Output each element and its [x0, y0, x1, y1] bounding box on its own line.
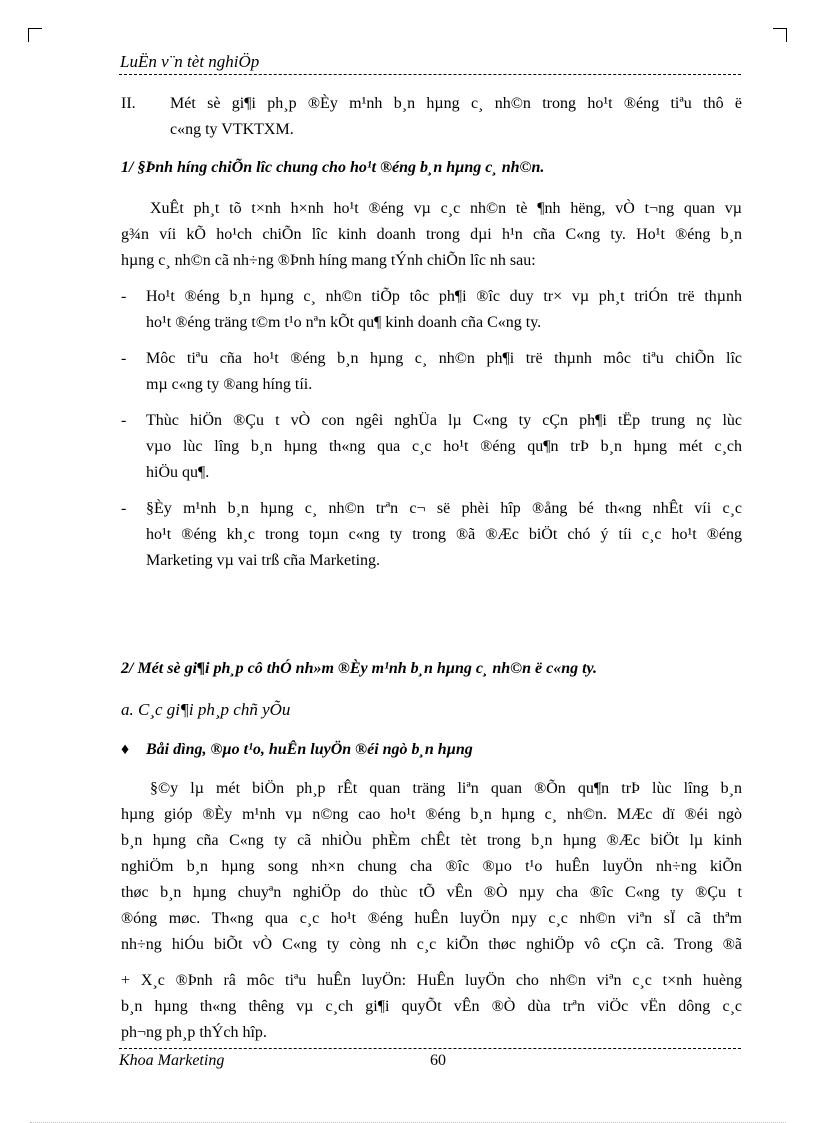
training-line-5: thøc b¸n hµng chuyªn nghiÖp do thùc tÕ vÊn ®Ò nµy cha ®îc C«ng ty ®Çu t: [121, 884, 742, 901]
intro-line-2: g¾n víi kÕ ho¹ch chiÕn lîc kinh doanh trong dµi h¹n cña C«ng ty. Ho¹t ®éng b¸n: [121, 226, 742, 243]
crop-mark-top-left-v: [28, 28, 29, 42]
bullet-1-line-2: ho¹t ®éng träng t©m t¹o nªn kÕt qu¶ kinh doanh cña C«ng ty.: [146, 314, 542, 331]
header-title: LuËn v¨n tèt nghiÖp: [120, 52, 260, 71]
bullet-dash: -: [121, 350, 127, 367]
intro-line-3: hµng c¸ nh©n cã nh÷ng ®Þnh híng mang tÝnh chiÕn lîc nh sau:: [121, 252, 536, 269]
bullet-dash: -: [121, 288, 127, 305]
crop-mark-top-right-v: [786, 28, 787, 42]
bullet-2-line-1: Môc tiªu cña ho¹t ®éng b¸n hµng c¸ nh©n ph¶i trë thµnh môc tiªu chiÕn lîc: [146, 350, 742, 367]
subheading-a: a. C¸c gi¶i ph¸p chñ yÕu: [121, 700, 291, 719]
bullet-3-line-3: hiÖu qu¶.: [146, 464, 210, 481]
footer-rule: [119, 1048, 741, 1049]
bullet-4-line-2: ho¹t ®éng kh¸c trong toµn c«ng ty trong ®ã ®Æc biÖt chó ý tíi c¸c ho¹t ®éng: [146, 526, 742, 543]
section-title-line-1: Mét sè gi¶i ph¸p ®Èy m¹nh b¸n hµng c¸ nh©n trong ho¹t ®éng tiªu thô ë: [170, 95, 742, 112]
bullet-1-line-1: Ho¹t ®éng b¸n hµng c¸ nh©n tiÕp tôc ph¶i ®îc duy tr× vµ ph¸t triÓn trë thµnh: [146, 288, 742, 305]
heading-1: 1/ §Þnh híng chiÕn lîc chung cho ho¹t ®éng b¸n hµng c¸ nh©n.: [121, 159, 545, 176]
bullet-2-line-2: mµ c«ng ty ®ang híng tíi.: [146, 376, 313, 393]
footer-department: Khoa Marketing: [119, 1052, 225, 1069]
training-line-2: hµng gióp ®Èy m¹nh vµ n©ng cao ho¹t ®éng b¸n hµng c¸ nh©n. MÆc dï ®éi ngò: [121, 806, 742, 823]
bullet-3-line-1: Thùc hiÖn ®Çu t vÒ con ngêi nghÜa lµ C«ng ty cÇn ph¶i tËp trung nç lùc: [146, 412, 742, 429]
section-number: II.: [121, 95, 136, 112]
training-line-6: ®óng møc. Th«ng qua c¸c ho¹t ®éng huÊn luyÖn nµy c¸c nh©n viªn sÏ cã thªm: [121, 910, 742, 927]
plus-line-2: b¸n hµng th«ng thêng vµ c¸ch gi¶i quyÕt vÊn ®Ò dùa trªn viÖc vËn dông c¸c: [121, 998, 742, 1015]
diamond-icon: ♦: [121, 741, 130, 758]
crop-mark-top-left-h: [28, 28, 42, 29]
training-line-4: nghiÖm b¸n hµng song nh×n chung cha ®îc ®µo t¹o huÊn luyÖn nh÷ng kiÕn: [121, 858, 742, 875]
bullet-dash: -: [121, 412, 127, 429]
training-line-3: b¸n hµng cña C«ng ty cã nhiÒu phÈm chÊt tèt trong b¸n hµng ®Æc biÖt lµ kinh: [121, 832, 742, 849]
bullet-dash: -: [121, 500, 127, 517]
heading-2: 2/ Mét sè gi¶i ph¸p cô thÓ nh»m ®Èy m¹nh b¸n hµng c¸ nh©n ë c«ng ty.: [121, 660, 598, 677]
intro-line-1: XuÊt ph¸t tõ t×nh h×nh ho¹t ®éng vµ c¸c nh©n tè ¶nh hëng, vÒ t¬ng quan vµ: [150, 200, 742, 217]
diamond-heading: Båi dìng, ®µo t¹o, huÊn luyÖn ®éi ngò b¸n hµng: [146, 741, 473, 758]
training-line-1: §©y lµ mét biÖn ph¸p rÊt quan träng liªn quan ®Õn qu¶n trÞ lùc lîng b¸n: [150, 780, 742, 797]
bullet-4-line-3: Marketing vµ vai trß cña Marketing.: [146, 552, 381, 569]
plus-line-1: + X¸c ®Þnh râ môc tiªu huÊn luyÖn: HuÊn luyÖn cho nh©n viªn c¸c t×nh huèng: [121, 972, 742, 989]
section-title-line-2: c«ng ty VTKTXM.: [170, 121, 294, 138]
page-number: 60: [430, 1052, 446, 1069]
crop-mark-top-right-h: [773, 28, 787, 29]
header-rule: [119, 74, 741, 75]
bullet-4-line-1: §Èy m¹nh b¸n hµng c¸ nh©n trªn c¬ së phèi hîp ®ång bé th«ng nhÊt víi c¸c: [146, 500, 742, 517]
training-line-7: nh÷ng hiÓu biÕt vÒ C«ng ty còng nh c¸c kiÕn thøc nghiÖp vô cÇn cã. Trong ®ã: [121, 936, 742, 953]
plus-line-3: ph¬ng ph¸p thÝch hîp.: [121, 1024, 267, 1041]
bullet-3-line-2: vµo lùc lîng b¸n hµng th«ng qua c¸c ho¹t ®éng qu¶n trÞ b¸n hµng mét c¸ch: [146, 438, 742, 455]
